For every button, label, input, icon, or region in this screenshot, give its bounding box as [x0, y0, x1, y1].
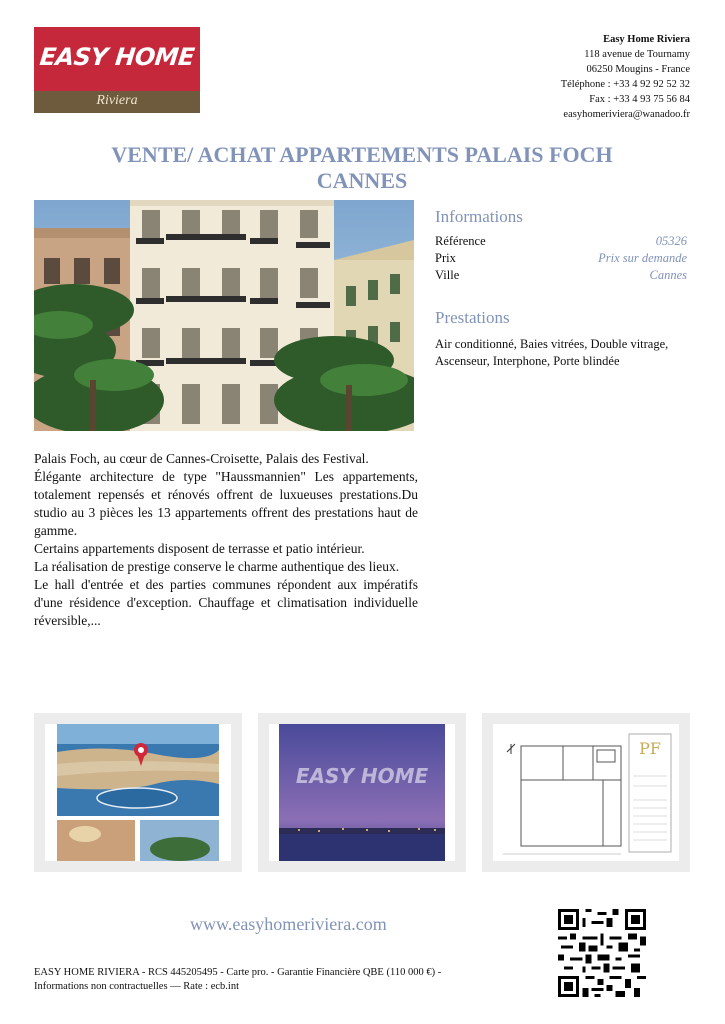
informations-heading: Informations	[435, 207, 523, 226]
info-value: Cannes	[649, 268, 687, 282]
title-line-2: CANNES	[316, 168, 408, 193]
thumbnail-night-view[interactable]	[258, 713, 466, 872]
contact-email[interactable]: easyhomeriviera@wanadoo.fr	[563, 109, 690, 120]
logo-brand-text: EASY HOME	[38, 43, 196, 71]
description-paragraph: Palais Foch, au cœur de Cannes-Croisette, Palais des Festival.	[34, 451, 369, 466]
footer-line-1: EASY HOME RIVIERA - RCS 445205495 - Carte pro. - Garantie Financière QBE (110 000 €) -	[34, 967, 442, 978]
contact-phone: Téléphone : +33 4 92 92 52 32	[560, 79, 690, 90]
info-row-reference	[435, 234, 687, 249]
building-photo	[34, 200, 414, 431]
info-value: Prix sur demande	[598, 251, 687, 265]
thumbnail-image	[493, 724, 679, 861]
legal-footer	[34, 966, 514, 994]
contact-city: 06250 Mougins - France	[586, 64, 690, 75]
contact-address: 118 avenue de Tournamy	[584, 49, 690, 60]
description-paragraph: Le hall d'entrée et des parties communes répondent aux impératifs d'une résidence d'exception. Chauffage et climatisation individuelle réversible,...	[34, 577, 418, 628]
thumbnail-image	[45, 724, 231, 861]
title-line-1: VENTE/ ACHAT APPARTEMENTS PALAIS FOCH	[111, 142, 613, 167]
thumbnail-cannes-map[interactable]	[34, 713, 242, 872]
company-logo	[34, 27, 200, 113]
description-paragraph: Certains appartements disposent de terrasse et patio intérieur.	[34, 541, 365, 556]
contact-block	[561, 32, 690, 122]
footer-line-2: Informations non contractuelles — Rate : ecb.int	[34, 981, 239, 992]
logo-sub-text: Riviera	[96, 93, 138, 108]
prestations-text: Air conditionné, Baies vitrées, Double vitrage, Ascenseur, Interphone, Porte blindée	[435, 337, 669, 368]
thumbnail-floor-plan[interactable]	[482, 713, 690, 872]
description-paragraph: Élégante architecture de type "Haussmannien" Les appartements, totalement repensés et rénovés offrent de luxueuses prestations.Du studio au 3 pièces les 13 appartements offrent des prestations haut de gamme.	[34, 469, 418, 538]
info-row-prix	[435, 251, 687, 266]
thumbnail-image	[269, 724, 455, 861]
prestations-heading: Prestations	[435, 308, 510, 327]
property-description	[34, 450, 418, 630]
svg-text:PF: PF	[639, 739, 661, 758]
info-label: Ville	[435, 268, 460, 282]
info-label: Référence	[435, 234, 486, 248]
info-row-ville	[435, 268, 687, 283]
contact-name: Easy Home Riviera	[603, 34, 690, 45]
info-value: 05326	[655, 234, 687, 248]
info-label: Prix	[435, 251, 456, 265]
qr-code[interactable]	[558, 909, 646, 997]
contact-fax: Fax : +33 4 93 75 56 84	[589, 94, 690, 105]
page-title	[34, 142, 690, 194]
website-link[interactable]: www.easyhomeriviera.com	[190, 914, 387, 934]
description-paragraph: La réalisation de prestige conserve le charme authentique des lieux.	[34, 559, 400, 574]
thumbnail-watermark: EASY HOME	[295, 764, 429, 788]
